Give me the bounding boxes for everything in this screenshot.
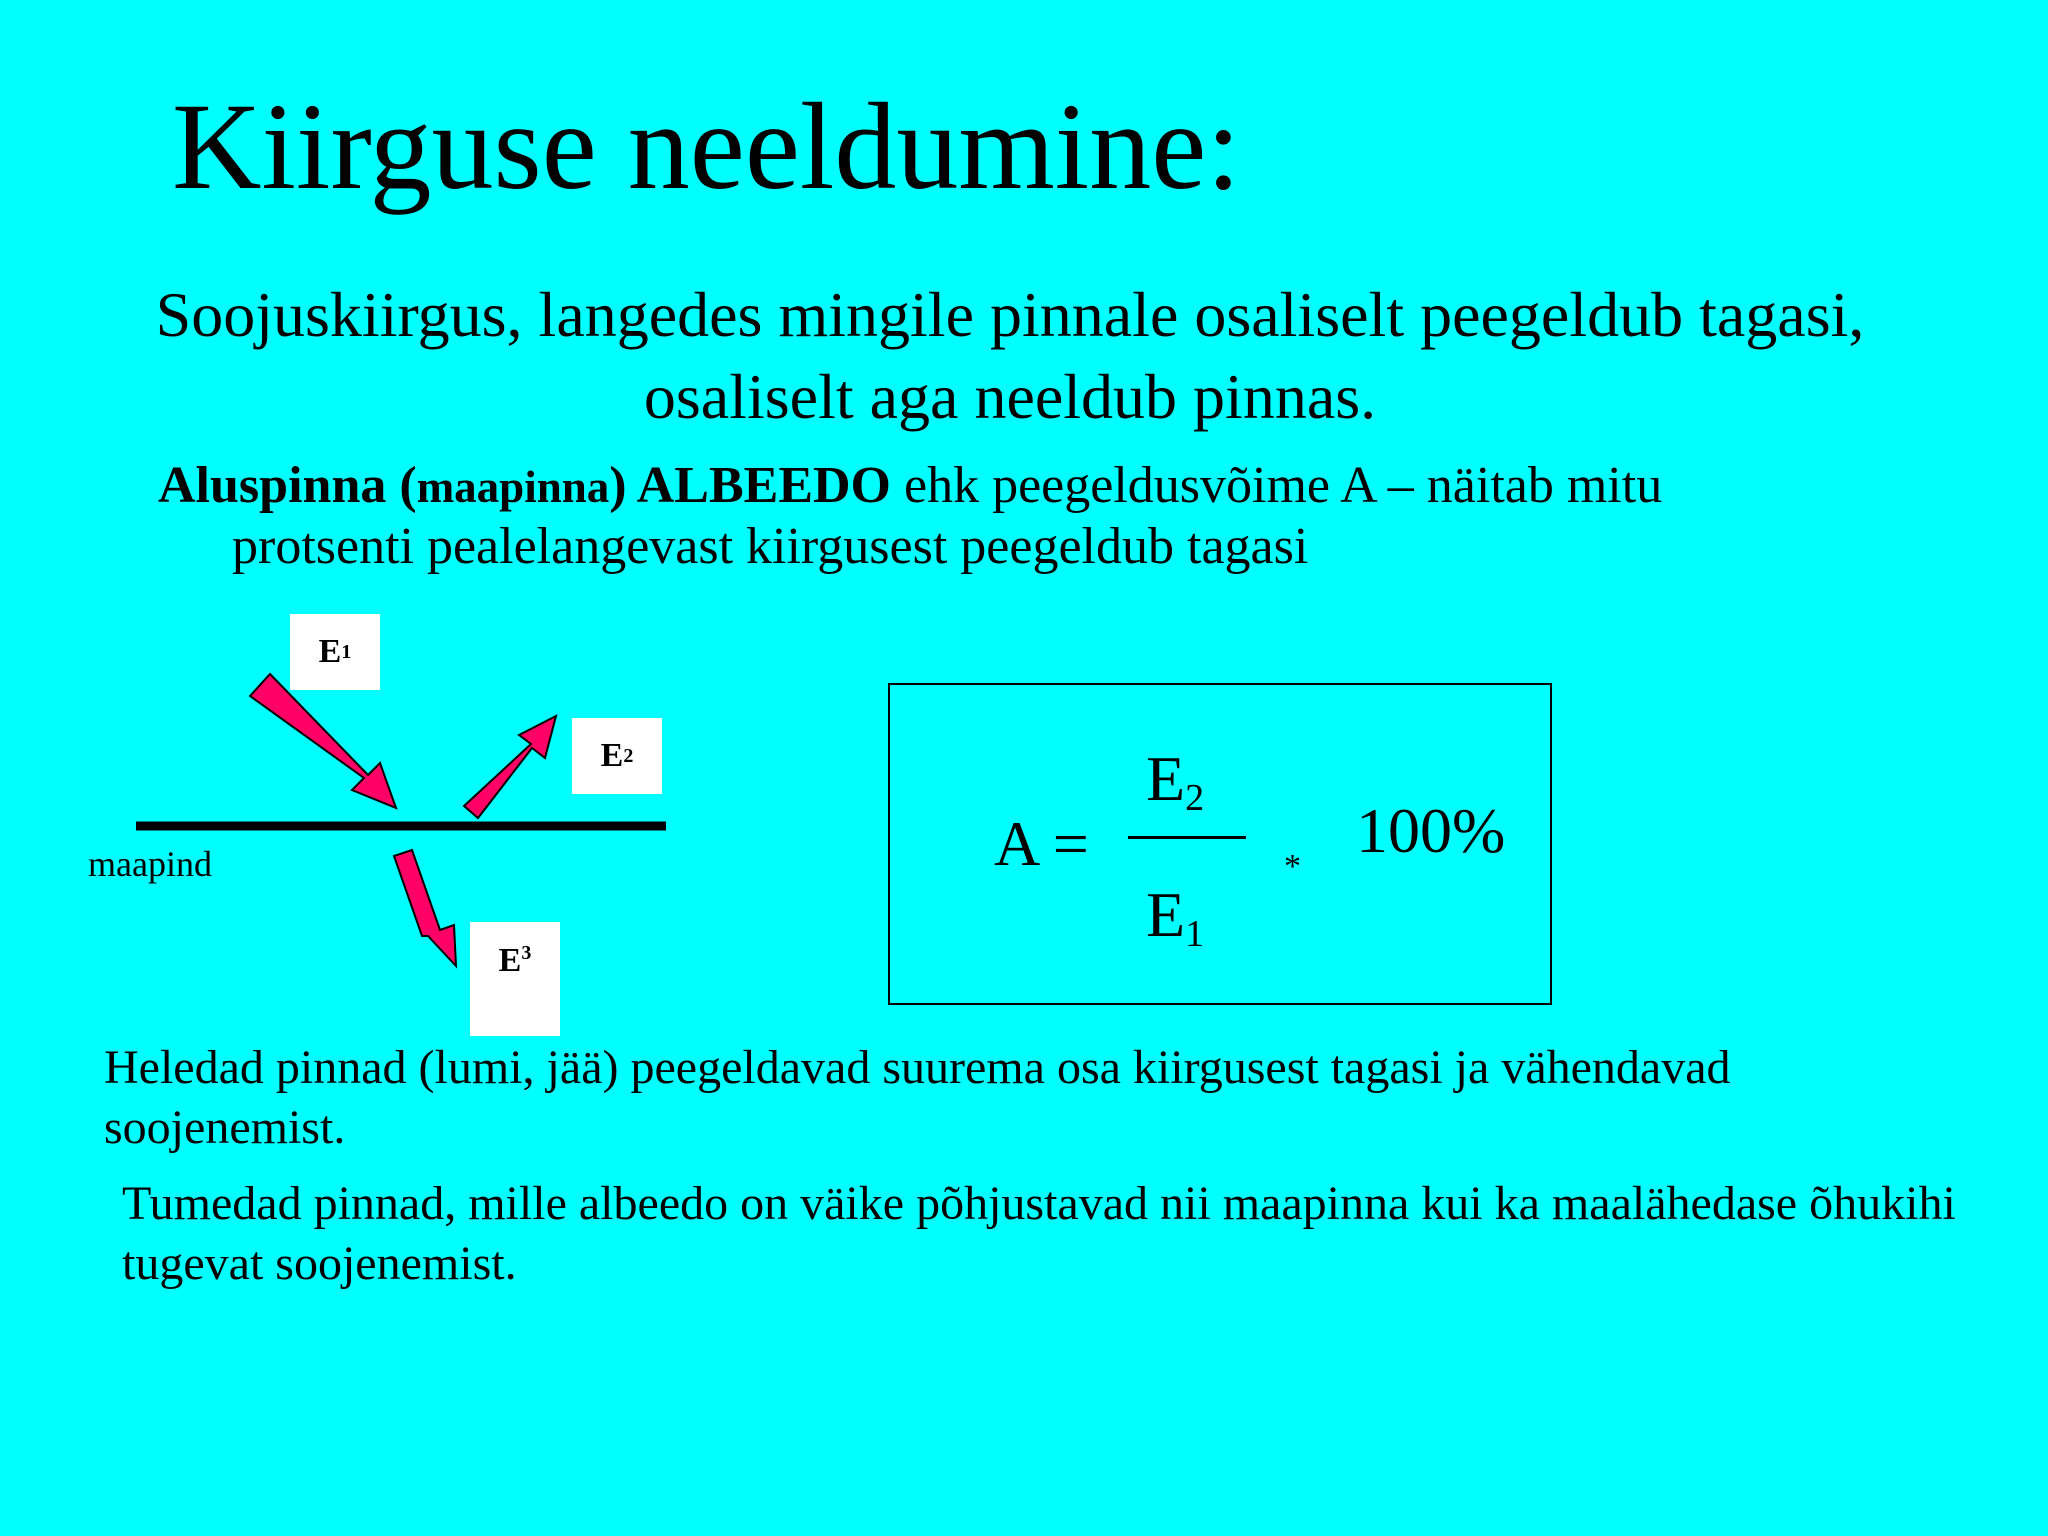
formula-numerator-sub: 2 bbox=[1185, 777, 1205, 819]
albedo-term-part3: ) ALBEEDO bbox=[609, 457, 891, 514]
fraction-bar bbox=[1128, 836, 1246, 839]
ground-label: maapind bbox=[88, 844, 212, 884]
formula-denominator-sub: 1 bbox=[1185, 913, 1205, 955]
formula-percent: 100% bbox=[1356, 795, 1506, 866]
label-e3-sub: 3 bbox=[521, 942, 532, 964]
dark-surfaces-text: Tumedad pinnad, mille albeedo on väike põhjustavad nii maapinna kui ka maalähedase õhukihi tugevat soojenemist. bbox=[122, 1177, 1956, 1290]
absorbed-arrow-e3 bbox=[394, 850, 456, 966]
label-e1-base: E bbox=[318, 633, 342, 670]
albedo-line1-rest: ehk peegeldusvõime A – näitab mitu bbox=[891, 457, 1663, 514]
albedo-term-part1: Aluspinna ( bbox=[158, 457, 417, 514]
albedo-line-2: protsenti pealelangevast kiirgusest peegeldub tagasi bbox=[232, 518, 1309, 575]
label-e3 bbox=[470, 922, 560, 1036]
label-e3-base: E bbox=[498, 942, 522, 979]
albedo-formula-box bbox=[888, 683, 1552, 1005]
label-e1-sub: 1 bbox=[341, 640, 352, 663]
formula-denominator-base: E bbox=[1146, 879, 1186, 950]
label-e2 bbox=[572, 718, 662, 794]
incoming-arrow-e1 bbox=[250, 674, 396, 808]
formula-denominator bbox=[1146, 877, 1204, 972]
formula-lhs: A = bbox=[994, 808, 1089, 879]
formula-multiply-sign: * bbox=[1284, 848, 1301, 885]
label-e1 bbox=[290, 614, 380, 690]
intro-text: Soojuskiirgus, langedes mingile pinnale osaliselt peegeldub tagasi, osaliselt aga neeldub pinnas. bbox=[155, 279, 1865, 432]
formula-numerator bbox=[1146, 741, 1204, 836]
reflected-arrow-e2 bbox=[464, 716, 556, 818]
label-e2-sub: 2 bbox=[623, 744, 634, 767]
albedo-term-part2: maapinna bbox=[416, 462, 610, 512]
label-e2-base: E bbox=[600, 737, 624, 774]
slide-title: Kiirguse neeldumine: bbox=[172, 78, 1241, 215]
formula-numerator-base: E bbox=[1146, 743, 1186, 814]
light-surfaces-text: Heledad pinnad (lumi, jää) peegeldavad suurema osa kiirgusest tagasi ja vähendavad soojenemist. bbox=[104, 1041, 1731, 1154]
